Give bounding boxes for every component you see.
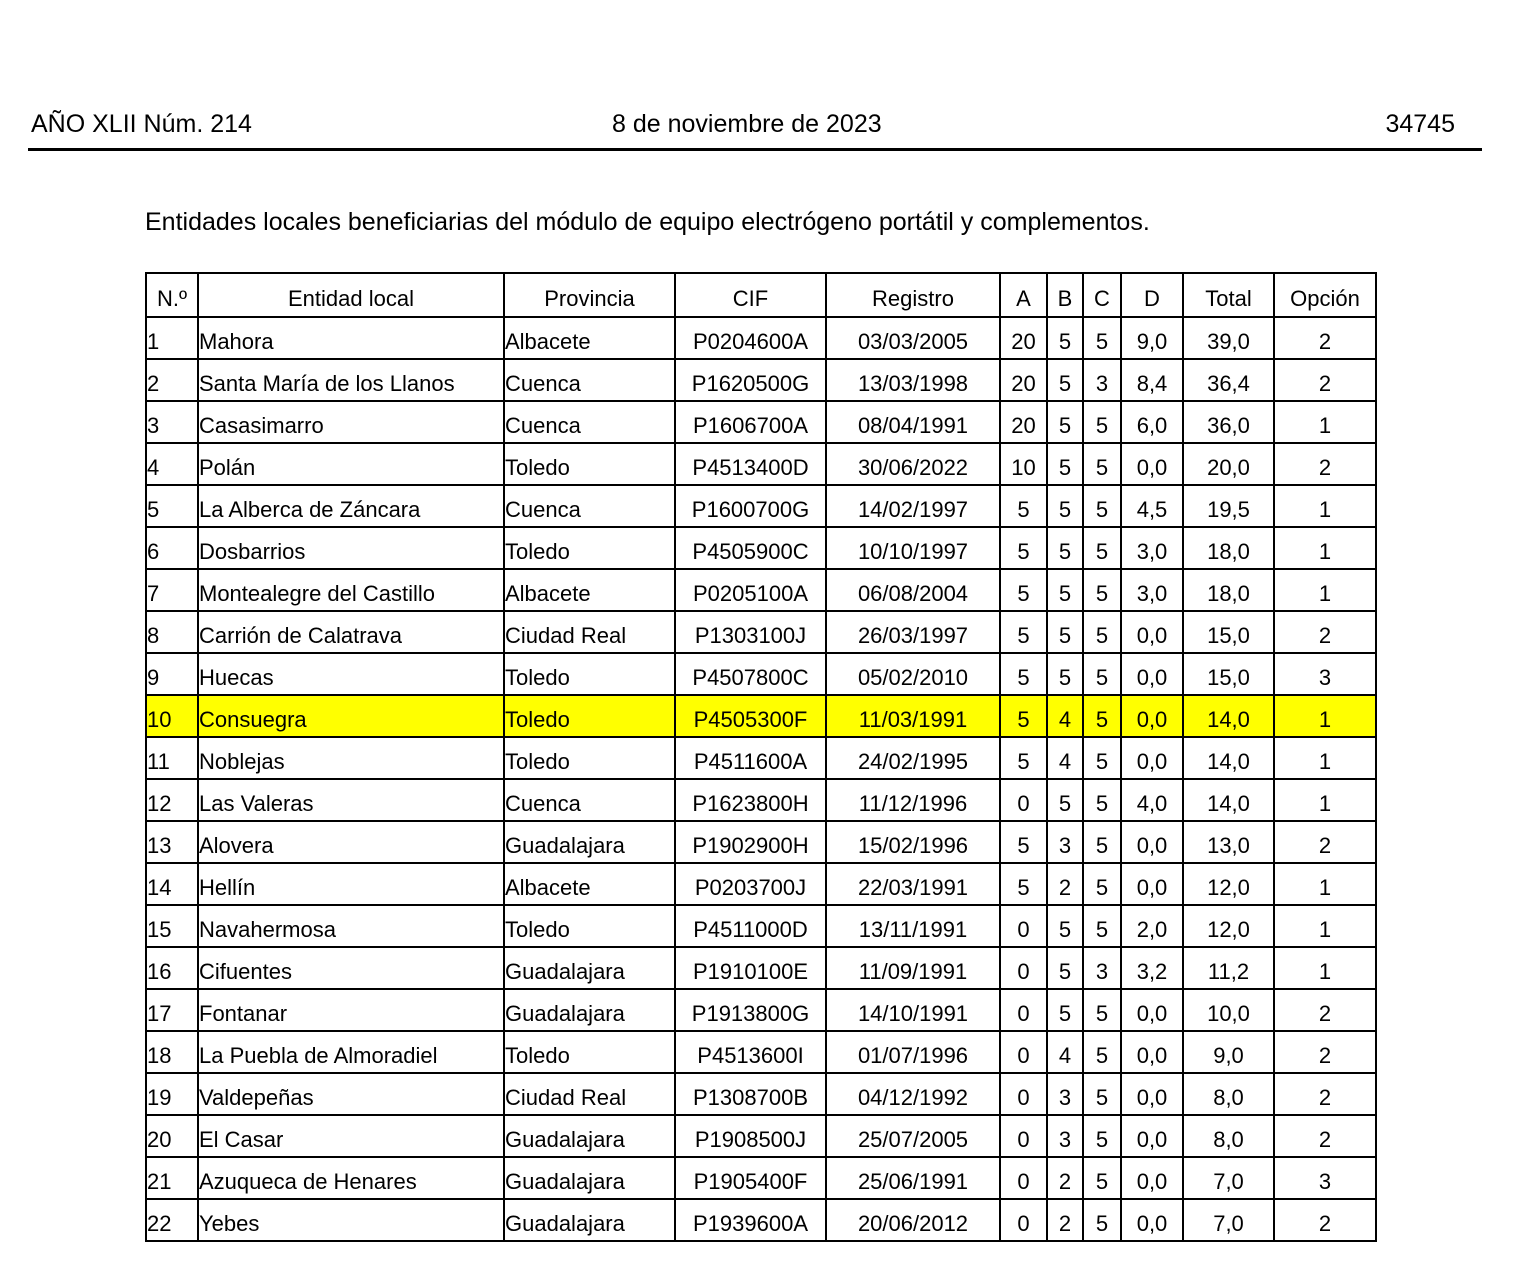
province: Cuenca — [504, 485, 675, 527]
score-a: 5 — [1000, 527, 1047, 569]
option: 1 — [1274, 947, 1376, 989]
score-c: 5 — [1083, 989, 1121, 1031]
score-b: 5 — [1047, 317, 1083, 359]
registry-date: 14/02/1997 — [826, 485, 1000, 527]
score-c: 5 — [1083, 1115, 1121, 1157]
column-header: C — [1083, 273, 1121, 317]
publication-date: 8 de noviembre de 2023 — [612, 110, 882, 138]
row-number: 17 — [146, 989, 198, 1031]
option: 1 — [1274, 569, 1376, 611]
score-total: 9,0 — [1183, 1031, 1274, 1073]
score-a: 20 — [1000, 317, 1047, 359]
score-b: 5 — [1047, 653, 1083, 695]
score-c: 5 — [1083, 1031, 1121, 1073]
score-total: 8,0 — [1183, 1073, 1274, 1115]
table-row — [146, 821, 1376, 863]
score-d: 0,0 — [1121, 611, 1183, 653]
score-a: 0 — [1000, 1199, 1047, 1241]
table-row — [146, 905, 1376, 947]
score-a: 0 — [1000, 1073, 1047, 1115]
cif-code: P1902900H — [675, 821, 826, 863]
province: Toledo — [504, 737, 675, 779]
score-d: 0,0 — [1121, 737, 1183, 779]
registry-date: 11/12/1996 — [826, 779, 1000, 821]
cif-code: P0204600A — [675, 317, 826, 359]
row-number: 8 — [146, 611, 198, 653]
score-c: 5 — [1083, 569, 1121, 611]
column-header: Total — [1183, 273, 1274, 317]
score-b: 5 — [1047, 569, 1083, 611]
province: Toledo — [504, 905, 675, 947]
score-total: 14,0 — [1183, 695, 1274, 737]
registry-date: 13/03/1998 — [826, 359, 1000, 401]
row-number: 14 — [146, 863, 198, 905]
registry-date: 01/07/1996 — [826, 1031, 1000, 1073]
score-d: 8,4 — [1121, 359, 1183, 401]
option: 2 — [1274, 1073, 1376, 1115]
score-b: 5 — [1047, 401, 1083, 443]
cif-code: P1303100J — [675, 611, 826, 653]
row-number: 19 — [146, 1073, 198, 1115]
registry-date: 08/04/1991 — [826, 401, 1000, 443]
entity-name: Polán — [198, 443, 504, 485]
table-row-highlighted — [146, 695, 1376, 737]
entity-name: Navahermosa — [198, 905, 504, 947]
province: Toledo — [504, 1031, 675, 1073]
score-total: 36,0 — [1183, 401, 1274, 443]
score-c: 5 — [1083, 653, 1121, 695]
entity-name: Alovera — [198, 821, 504, 863]
cif-code: P0205100A — [675, 569, 826, 611]
option: 2 — [1274, 1115, 1376, 1157]
score-c: 5 — [1083, 611, 1121, 653]
score-b: 3 — [1047, 821, 1083, 863]
score-a: 0 — [1000, 947, 1047, 989]
column-header: D — [1121, 273, 1183, 317]
province: Cuenca — [504, 359, 675, 401]
entity-name: Valdepeñas — [198, 1073, 504, 1115]
table-row — [146, 317, 1376, 359]
score-d: 0,0 — [1121, 443, 1183, 485]
table-row — [146, 569, 1376, 611]
entity-name: Santa María de los Llanos — [198, 359, 504, 401]
cif-code: P4513400D — [675, 443, 826, 485]
option: 2 — [1274, 989, 1376, 1031]
row-number: 13 — [146, 821, 198, 863]
score-c: 5 — [1083, 1157, 1121, 1199]
entity-name: Azuqueca de Henares — [198, 1157, 504, 1199]
table-row — [146, 779, 1376, 821]
score-total: 12,0 — [1183, 863, 1274, 905]
score-total: 14,0 — [1183, 779, 1274, 821]
score-b: 2 — [1047, 863, 1083, 905]
table-row — [146, 989, 1376, 1031]
option: 3 — [1274, 653, 1376, 695]
registry-date: 11/03/1991 — [826, 695, 1000, 737]
option: 1 — [1274, 905, 1376, 947]
column-header: Provincia — [504, 273, 675, 317]
entity-name: Fontanar — [198, 989, 504, 1031]
registry-date: 25/06/1991 — [826, 1157, 1000, 1199]
row-number: 16 — [146, 947, 198, 989]
score-b: 5 — [1047, 485, 1083, 527]
score-b: 5 — [1047, 947, 1083, 989]
score-d: 6,0 — [1121, 401, 1183, 443]
entity-name: El Casar — [198, 1115, 504, 1157]
table-row — [146, 1199, 1376, 1241]
beneficiaries-table — [145, 272, 1377, 1242]
score-b: 5 — [1047, 359, 1083, 401]
table-title: Entidades locales beneficiarias del módulo de equipo electrógeno portátil y complementos. — [145, 208, 1150, 236]
registry-date: 06/08/2004 — [826, 569, 1000, 611]
score-a: 0 — [1000, 1157, 1047, 1199]
table-row — [146, 1031, 1376, 1073]
row-number: 5 — [146, 485, 198, 527]
score-a: 5 — [1000, 737, 1047, 779]
page-number: 34745 — [1385, 110, 1455, 138]
cif-code: P4507800C — [675, 653, 826, 695]
cif-code: P4505300F — [675, 695, 826, 737]
score-c: 3 — [1083, 947, 1121, 989]
registry-date: 25/07/2005 — [826, 1115, 1000, 1157]
registry-date: 15/02/1996 — [826, 821, 1000, 863]
score-total: 18,0 — [1183, 569, 1274, 611]
score-c: 5 — [1083, 485, 1121, 527]
score-b: 4 — [1047, 695, 1083, 737]
score-d: 0,0 — [1121, 863, 1183, 905]
score-total: 36,4 — [1183, 359, 1274, 401]
score-a: 5 — [1000, 821, 1047, 863]
score-b: 2 — [1047, 1199, 1083, 1241]
score-b: 5 — [1047, 527, 1083, 569]
score-d: 3,0 — [1121, 527, 1183, 569]
registry-date: 05/02/2010 — [826, 653, 1000, 695]
province: Toledo — [504, 527, 675, 569]
registry-date: 26/03/1997 — [826, 611, 1000, 653]
row-number: 2 — [146, 359, 198, 401]
entity-name: Hellín — [198, 863, 504, 905]
option: 1 — [1274, 779, 1376, 821]
score-d: 3,0 — [1121, 569, 1183, 611]
province: Cuenca — [504, 401, 675, 443]
row-number: 12 — [146, 779, 198, 821]
score-a: 0 — [1000, 779, 1047, 821]
registry-date: 13/11/1991 — [826, 905, 1000, 947]
cif-code: P1620500G — [675, 359, 826, 401]
province: Guadalajara — [504, 989, 675, 1031]
score-total: 18,0 — [1183, 527, 1274, 569]
entity-name: Cifuentes — [198, 947, 504, 989]
option: 2 — [1274, 443, 1376, 485]
score-a: 0 — [1000, 1031, 1047, 1073]
column-header: Entidad local — [198, 273, 504, 317]
province: Toledo — [504, 443, 675, 485]
score-total: 7,0 — [1183, 1157, 1274, 1199]
score-c: 5 — [1083, 1199, 1121, 1241]
score-a: 0 — [1000, 989, 1047, 1031]
score-d: 0,0 — [1121, 695, 1183, 737]
registry-date: 20/06/2012 — [826, 1199, 1000, 1241]
entity-name: Noblejas — [198, 737, 504, 779]
score-b: 3 — [1047, 1115, 1083, 1157]
province: Albacete — [504, 317, 675, 359]
cif-code: P4513600I — [675, 1031, 826, 1073]
entity-name: La Puebla de Almoradiel — [198, 1031, 504, 1073]
province: Albacete — [504, 863, 675, 905]
entity-name: Carrión de Calatrava — [198, 611, 504, 653]
score-a: 0 — [1000, 905, 1047, 947]
score-c: 5 — [1083, 863, 1121, 905]
score-b: 4 — [1047, 737, 1083, 779]
score-d: 0,0 — [1121, 821, 1183, 863]
row-number: 21 — [146, 1157, 198, 1199]
column-header: Opción — [1274, 273, 1376, 317]
table-row — [146, 947, 1376, 989]
score-c: 5 — [1083, 317, 1121, 359]
province: Albacete — [504, 569, 675, 611]
table-row — [146, 737, 1376, 779]
score-total: 11,2 — [1183, 947, 1274, 989]
score-b: 5 — [1047, 905, 1083, 947]
journal-issue: AÑO XLII Núm. 214 — [31, 110, 252, 138]
registry-date: 03/03/2005 — [826, 317, 1000, 359]
option: 1 — [1274, 485, 1376, 527]
entity-name: Huecas — [198, 653, 504, 695]
cif-code: P1910100E — [675, 947, 826, 989]
score-total: 15,0 — [1183, 611, 1274, 653]
column-header: N.º — [146, 273, 198, 317]
cif-code: P1308700B — [675, 1073, 826, 1115]
table-row — [146, 863, 1376, 905]
option: 1 — [1274, 863, 1376, 905]
score-d: 3,2 — [1121, 947, 1183, 989]
score-d: 0,0 — [1121, 989, 1183, 1031]
score-d: 9,0 — [1121, 317, 1183, 359]
registry-date: 10/10/1997 — [826, 527, 1000, 569]
score-b: 5 — [1047, 779, 1083, 821]
row-number: 20 — [146, 1115, 198, 1157]
table-row — [146, 443, 1376, 485]
score-d: 0,0 — [1121, 1157, 1183, 1199]
row-number: 22 — [146, 1199, 198, 1241]
row-number: 10 — [146, 695, 198, 737]
table-header-row — [146, 273, 1376, 317]
score-b: 3 — [1047, 1073, 1083, 1115]
option: 1 — [1274, 527, 1376, 569]
score-c: 5 — [1083, 779, 1121, 821]
column-header: Registro — [826, 273, 1000, 317]
province: Toledo — [504, 653, 675, 695]
registry-date: 04/12/1992 — [826, 1073, 1000, 1115]
column-header: B — [1047, 273, 1083, 317]
entity-name: Mahora — [198, 317, 504, 359]
option: 2 — [1274, 359, 1376, 401]
score-total: 7,0 — [1183, 1199, 1274, 1241]
score-c: 5 — [1083, 821, 1121, 863]
table-row — [146, 1115, 1376, 1157]
entity-name: Consuegra — [198, 695, 504, 737]
registry-date: 22/03/1991 — [826, 863, 1000, 905]
province: Guadalajara — [504, 1199, 675, 1241]
score-a: 5 — [1000, 569, 1047, 611]
score-a: 5 — [1000, 485, 1047, 527]
entity-name: Yebes — [198, 1199, 504, 1241]
table-row — [146, 485, 1376, 527]
cif-code: P1939600A — [675, 1199, 826, 1241]
score-d: 0,0 — [1121, 1115, 1183, 1157]
score-d: 4,0 — [1121, 779, 1183, 821]
score-c: 5 — [1083, 695, 1121, 737]
score-c: 3 — [1083, 359, 1121, 401]
score-total: 15,0 — [1183, 653, 1274, 695]
province: Guadalajara — [504, 821, 675, 863]
cif-code: P1623800H — [675, 779, 826, 821]
score-a: 0 — [1000, 1115, 1047, 1157]
score-a: 5 — [1000, 695, 1047, 737]
score-b: 4 — [1047, 1031, 1083, 1073]
score-d: 0,0 — [1121, 653, 1183, 695]
score-d: 0,0 — [1121, 1073, 1183, 1115]
row-number: 6 — [146, 527, 198, 569]
score-c: 5 — [1083, 443, 1121, 485]
table-row — [146, 401, 1376, 443]
table-row — [146, 527, 1376, 569]
row-number: 1 — [146, 317, 198, 359]
entity-name: Las Valeras — [198, 779, 504, 821]
score-d: 2,0 — [1121, 905, 1183, 947]
option: 1 — [1274, 695, 1376, 737]
registry-date: 24/02/1995 — [826, 737, 1000, 779]
row-number: 15 — [146, 905, 198, 947]
cif-code: P4511600A — [675, 737, 826, 779]
table-row — [146, 653, 1376, 695]
province: Guadalajara — [504, 947, 675, 989]
row-number: 4 — [146, 443, 198, 485]
cif-code: P0203700J — [675, 863, 826, 905]
score-a: 5 — [1000, 653, 1047, 695]
province: Cuenca — [504, 779, 675, 821]
province: Ciudad Real — [504, 1073, 675, 1115]
registry-date: 14/10/1991 — [826, 989, 1000, 1031]
row-number: 7 — [146, 569, 198, 611]
score-a: 20 — [1000, 359, 1047, 401]
score-b: 2 — [1047, 1157, 1083, 1199]
province: Toledo — [504, 695, 675, 737]
score-total: 20,0 — [1183, 443, 1274, 485]
score-c: 5 — [1083, 527, 1121, 569]
province: Guadalajara — [504, 1157, 675, 1199]
score-total: 10,0 — [1183, 989, 1274, 1031]
score-total: 14,0 — [1183, 737, 1274, 779]
score-total: 8,0 — [1183, 1115, 1274, 1157]
entity-name: Dosbarrios — [198, 527, 504, 569]
score-total: 19,5 — [1183, 485, 1274, 527]
column-header: A — [1000, 273, 1047, 317]
cif-code: P1600700G — [675, 485, 826, 527]
province: Guadalajara — [504, 1115, 675, 1157]
option: 2 — [1274, 317, 1376, 359]
score-b: 5 — [1047, 989, 1083, 1031]
table-row — [146, 1073, 1376, 1115]
row-number: 11 — [146, 737, 198, 779]
option: 2 — [1274, 1031, 1376, 1073]
entity-name: Casasimarro — [198, 401, 504, 443]
option: 2 — [1274, 611, 1376, 653]
cif-code: P1905400F — [675, 1157, 826, 1199]
option: 2 — [1274, 1199, 1376, 1241]
score-total: 12,0 — [1183, 905, 1274, 947]
score-a: 10 — [1000, 443, 1047, 485]
registry-date: 30/06/2022 — [826, 443, 1000, 485]
score-c: 5 — [1083, 905, 1121, 947]
entity-name: La Alberca de Záncara — [198, 485, 504, 527]
option: 2 — [1274, 821, 1376, 863]
score-c: 5 — [1083, 401, 1121, 443]
score-a: 20 — [1000, 401, 1047, 443]
table-row — [146, 1157, 1376, 1199]
cif-code: P1913800G — [675, 989, 826, 1031]
cif-code: P1908500J — [675, 1115, 826, 1157]
row-number: 9 — [146, 653, 198, 695]
score-a: 5 — [1000, 863, 1047, 905]
column-header: CIF — [675, 273, 826, 317]
cif-code: P4511000D — [675, 905, 826, 947]
score-total: 39,0 — [1183, 317, 1274, 359]
registry-date: 11/09/1991 — [826, 947, 1000, 989]
cif-code: P4505900C — [675, 527, 826, 569]
score-c: 5 — [1083, 737, 1121, 779]
score-total: 13,0 — [1183, 821, 1274, 863]
score-d: 0,0 — [1121, 1199, 1183, 1241]
row-number: 18 — [146, 1031, 198, 1073]
row-number: 3 — [146, 401, 198, 443]
score-d: 4,5 — [1121, 485, 1183, 527]
province: Ciudad Real — [504, 611, 675, 653]
option: 1 — [1274, 737, 1376, 779]
option: 3 — [1274, 1157, 1376, 1199]
score-a: 5 — [1000, 611, 1047, 653]
score-b: 5 — [1047, 443, 1083, 485]
score-b: 5 — [1047, 611, 1083, 653]
table-row — [146, 611, 1376, 653]
score-d: 0,0 — [1121, 1031, 1183, 1073]
entity-name: Montealegre del Castillo — [198, 569, 504, 611]
cif-code: P1606700A — [675, 401, 826, 443]
table-row — [146, 359, 1376, 401]
option: 1 — [1274, 401, 1376, 443]
score-c: 5 — [1083, 1073, 1121, 1115]
page-header — [28, 108, 1482, 151]
